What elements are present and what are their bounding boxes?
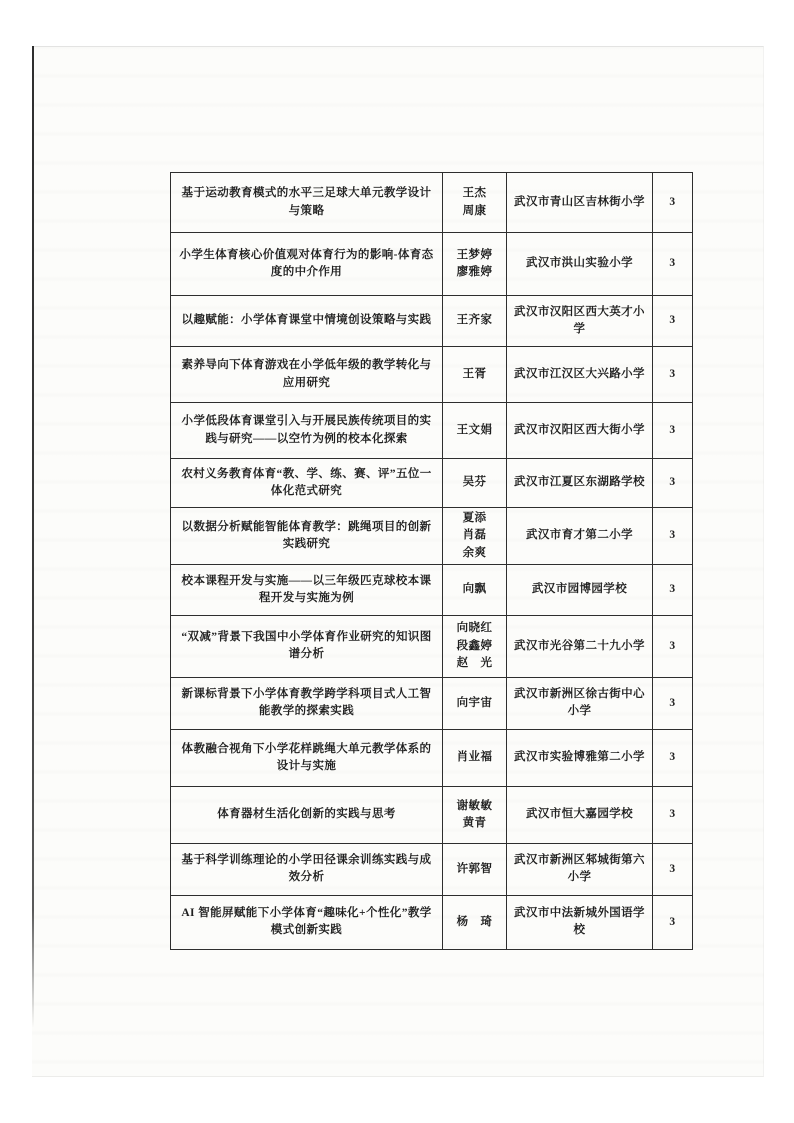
author-name: 王文娟 bbox=[456, 423, 493, 436]
author-name: 王杰 bbox=[462, 187, 487, 200]
award-grade-cell bbox=[653, 508, 693, 565]
table-row bbox=[171, 173, 693, 233]
school-cell bbox=[507, 729, 653, 786]
school-cell bbox=[507, 677, 653, 729]
authors-cell bbox=[443, 615, 507, 677]
school-name: 武汉市实验博雅第二小学 bbox=[514, 751, 645, 764]
authors-cell bbox=[443, 786, 507, 843]
authors-cell bbox=[443, 843, 507, 895]
paper-title: 小学生体育核心价值观对体育行为的影响-体育态度的中介作用 bbox=[179, 248, 434, 278]
paper-title-cell bbox=[171, 347, 443, 403]
author-name: 向宇宙 bbox=[456, 696, 493, 709]
award-grade: 3 bbox=[669, 476, 676, 489]
school-name: 武汉市青山区吉林街小学 bbox=[514, 195, 645, 208]
paper-title-cell bbox=[171, 403, 443, 459]
school-cell bbox=[507, 459, 653, 508]
school-name: 武汉市江夏区东湖路学校 bbox=[514, 476, 645, 489]
school-name: 武汉市汉阳区西大街小学 bbox=[514, 423, 645, 436]
table-row bbox=[171, 296, 693, 347]
school-name: 武汉市洪山实验小学 bbox=[525, 257, 634, 270]
author-name: 王梦婷 bbox=[456, 248, 493, 261]
table-row bbox=[171, 843, 693, 895]
award-grade-cell bbox=[653, 729, 693, 786]
paper-title-cell bbox=[171, 677, 443, 729]
paper-title-cell bbox=[171, 895, 443, 949]
paper-title-cell bbox=[171, 173, 443, 233]
award-grade-cell bbox=[653, 347, 693, 403]
school-name: 武汉市光谷第二十九小学 bbox=[514, 639, 645, 652]
award-grade-cell bbox=[653, 173, 693, 233]
author-name: 廖雅婷 bbox=[456, 266, 493, 278]
paper-title: 新课标背景下小学体育教学跨学科项目式人工智能教学的探索实践 bbox=[181, 688, 432, 718]
school-name: 武汉市恒大嘉园学校 bbox=[525, 808, 634, 821]
authors-cell bbox=[443, 296, 507, 347]
paper-title-cell bbox=[171, 233, 443, 296]
authors-cell bbox=[443, 508, 507, 565]
paper-title-cell bbox=[171, 296, 443, 347]
school-name: 武汉市园博园学校 bbox=[531, 583, 628, 596]
school-name: 武汉市中法新城外国语学校 bbox=[514, 907, 645, 937]
paper-title: 农村义务教育体育“教、学、练、赛、评”五位一体化范式研究 bbox=[181, 467, 432, 497]
authors-cell bbox=[443, 233, 507, 296]
paper-title: 小学低段体育课堂引入与开展民族传统项目的实践与研究——以空竹为例的校本化探索 bbox=[181, 415, 432, 445]
author-name: 谢敏敏 bbox=[456, 799, 493, 812]
school-name: 武汉市新洲区徐古街中心小学 bbox=[514, 688, 645, 718]
paper-title: 校本课程开发与实施——以三年级匹克球校本课程开发与实施为例 bbox=[181, 574, 432, 604]
paper-title: 体教融合视角下小学花样跳绳大单元教学体系的设计与实施 bbox=[181, 742, 432, 772]
school-cell bbox=[507, 508, 653, 565]
paper-title: “双减”背景下我国中小学体育作业研究的知识图谱分析 bbox=[181, 631, 432, 661]
table-row bbox=[171, 508, 693, 565]
author-name: 肖磊 bbox=[462, 529, 487, 542]
award-grade: 3 bbox=[669, 639, 676, 652]
author-name: 黄青 bbox=[462, 816, 487, 829]
school-cell bbox=[507, 786, 653, 843]
award-grade-cell bbox=[653, 233, 693, 296]
school-cell bbox=[507, 615, 653, 677]
table-row bbox=[171, 786, 693, 843]
authors-cell bbox=[443, 347, 507, 403]
scanned-page bbox=[32, 46, 764, 1077]
authors-cell bbox=[443, 677, 507, 729]
table-row bbox=[171, 729, 693, 786]
author-name: 周康 bbox=[462, 204, 487, 217]
school-name: 武汉市新洲区邾城街第六小学 bbox=[514, 854, 645, 884]
awards-table-body bbox=[171, 173, 693, 950]
school-cell bbox=[507, 843, 653, 895]
award-grade: 3 bbox=[669, 367, 676, 380]
table-row bbox=[171, 403, 693, 459]
school-cell bbox=[507, 347, 653, 403]
authors-cell bbox=[443, 564, 507, 615]
award-grade-cell bbox=[653, 296, 693, 347]
author-name: 王胥 bbox=[462, 367, 487, 380]
award-grade-cell bbox=[653, 403, 693, 459]
authors-cell bbox=[443, 403, 507, 459]
paper-title: 以数据分析赋能智能体育教学：跳绳项目的创新实践研究 bbox=[181, 520, 432, 550]
author-name: 王齐家 bbox=[456, 314, 493, 327]
paper-title-cell bbox=[171, 843, 443, 895]
paper-title-cell bbox=[171, 459, 443, 508]
paper-title-cell bbox=[171, 508, 443, 565]
author-name: 肖业福 bbox=[456, 751, 493, 764]
award-grade: 3 bbox=[669, 583, 676, 596]
paper-title: AI 智能屏赋能下小学体育“趣味化+个性化”教学模式创新实践 bbox=[181, 907, 432, 937]
school-name: 武汉市汉阳区西大英才小学 bbox=[514, 305, 645, 335]
award-grade: 3 bbox=[669, 314, 676, 327]
author-name: 杨 琦 bbox=[456, 915, 493, 928]
school-cell bbox=[507, 173, 653, 233]
table-row bbox=[171, 233, 693, 296]
school-cell bbox=[507, 895, 653, 949]
school-name: 武汉市育才第二小学 bbox=[525, 529, 634, 542]
award-grade-cell bbox=[653, 786, 693, 843]
award-grade-cell bbox=[653, 677, 693, 729]
author-name: 向晓红 bbox=[456, 622, 493, 635]
author-name: 夏添 bbox=[462, 512, 487, 524]
paper-title: 基于运动教育模式的水平三足球大单元教学设计与策略 bbox=[181, 187, 432, 217]
award-grade: 3 bbox=[669, 862, 676, 875]
award-grade: 3 bbox=[669, 195, 676, 208]
paper-title: 以趣赋能：小学体育课堂中情境创设策略与实践 bbox=[181, 314, 432, 327]
table-row bbox=[171, 564, 693, 615]
award-grade: 3 bbox=[669, 696, 676, 709]
table-row bbox=[171, 615, 693, 677]
school-cell bbox=[507, 403, 653, 459]
paper-title-cell bbox=[171, 786, 443, 843]
award-grade: 3 bbox=[669, 808, 676, 821]
school-cell bbox=[507, 233, 653, 296]
scan-edge-artifact bbox=[32, 46, 34, 1028]
paper-title: 基于科学训练理论的小学田径课余训练实践与成效分析 bbox=[181, 854, 432, 884]
school-cell bbox=[507, 296, 653, 347]
table-row bbox=[171, 677, 693, 729]
paper-title: 素养导向下体育游戏在小学低年级的教学转化与应用研究 bbox=[181, 359, 432, 389]
table-row bbox=[171, 347, 693, 403]
author-name: 向飘 bbox=[462, 583, 487, 596]
award-grade-cell bbox=[653, 615, 693, 677]
award-grade-cell bbox=[653, 895, 693, 949]
table-row bbox=[171, 459, 693, 508]
author-name: 赵 光 bbox=[456, 656, 493, 669]
paper-title-cell bbox=[171, 564, 443, 615]
award-grade: 3 bbox=[669, 751, 676, 764]
author-name: 余爽 bbox=[462, 546, 487, 559]
award-grade-cell bbox=[653, 843, 693, 895]
award-grade-cell bbox=[653, 459, 693, 508]
paper-title: 体育器材生活化创新的实践与思考 bbox=[217, 808, 396, 821]
authors-cell bbox=[443, 173, 507, 233]
authors-cell bbox=[443, 729, 507, 786]
awards-table bbox=[170, 172, 693, 950]
award-grade: 3 bbox=[669, 529, 676, 542]
school-cell bbox=[507, 564, 653, 615]
paper-title-cell bbox=[171, 615, 443, 677]
authors-cell bbox=[443, 459, 507, 508]
author-name: 吴芬 bbox=[462, 476, 487, 489]
paper-title-cell bbox=[171, 729, 443, 786]
table-row bbox=[171, 895, 693, 949]
award-grade: 3 bbox=[669, 915, 676, 928]
author-name: 许郭智 bbox=[456, 862, 493, 875]
authors-cell bbox=[443, 895, 507, 949]
award-grade: 3 bbox=[669, 257, 676, 270]
award-grade: 3 bbox=[669, 423, 676, 436]
author-name: 段鑫婷 bbox=[456, 639, 493, 652]
school-name: 武汉市江汉区大兴路小学 bbox=[514, 367, 645, 380]
award-grade-cell bbox=[653, 564, 693, 615]
